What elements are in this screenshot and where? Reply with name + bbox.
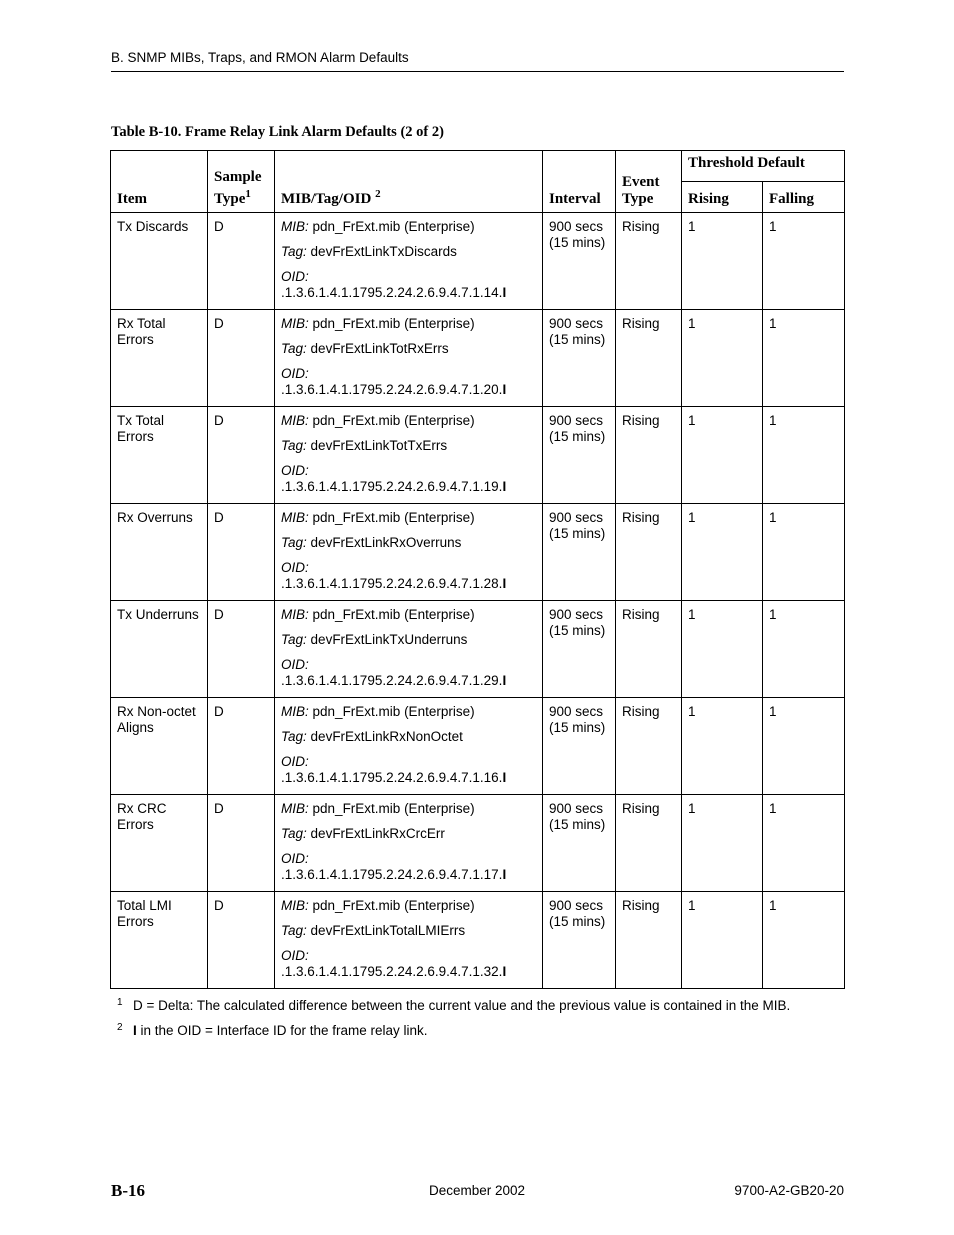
footnote-2-text: in the OID = Interface ID for the frame relay link. xyxy=(136,1023,428,1038)
tag-line xyxy=(281,923,536,939)
cell-falling xyxy=(763,407,845,504)
cell-rising xyxy=(682,795,763,892)
oid-line xyxy=(281,576,536,592)
falling-value: 1 xyxy=(769,413,777,428)
tag-label: Tag: xyxy=(281,729,307,744)
event-type-value: Rising xyxy=(622,704,660,719)
interval-value: 900 secs (15 mins) xyxy=(549,219,606,250)
event-type-value: Rising xyxy=(622,801,660,816)
oid-line xyxy=(281,479,536,495)
oid-label: OID: xyxy=(281,754,309,769)
oid-value: .1.3.6.1.4.1.1795.2.24.2.6.9.4.7.1.32. xyxy=(281,964,503,979)
oid-label: OID: xyxy=(281,948,309,963)
cell-item xyxy=(111,601,208,698)
page-footer xyxy=(111,1181,844,1203)
running-header-title: B. SNMP MIBs, Traps, and RMON Alarm Defaults xyxy=(111,50,409,65)
mib-line xyxy=(281,607,536,623)
mib-line xyxy=(281,413,536,429)
cell-event-type xyxy=(616,698,682,795)
mib-value: pdn_FrExt.mib (Enterprise) xyxy=(312,219,475,234)
footnote-1-mark: 1 xyxy=(117,997,123,1008)
oid-interface-id: I xyxy=(502,673,507,688)
event-type-value: Rising xyxy=(622,413,660,428)
rising-value: 1 xyxy=(688,413,696,428)
tag-line xyxy=(281,341,536,357)
falling-value: 1 xyxy=(769,316,777,331)
cell-sample-type xyxy=(208,310,275,407)
cell-sample-type xyxy=(208,504,275,601)
cell-mib-tag-oid xyxy=(275,601,543,698)
tag-value: devFrExtLinkTotRxErrs xyxy=(310,341,449,356)
oid-line xyxy=(281,770,536,786)
rising-value: 1 xyxy=(688,510,696,525)
sample-type-value: D xyxy=(214,316,224,331)
running-header xyxy=(111,50,844,72)
footnote-1 xyxy=(117,994,844,1014)
oid-interface-id: I xyxy=(502,479,507,494)
table-row xyxy=(111,504,845,601)
column-header-mib-tag-oid xyxy=(275,151,543,213)
interval-value: 900 secs (15 mins) xyxy=(549,704,606,735)
cell-event-type xyxy=(616,892,682,989)
falling-value: 1 xyxy=(769,219,777,234)
cell-rising xyxy=(682,504,763,601)
oid-line xyxy=(281,867,536,883)
cell-mib-tag-oid xyxy=(275,698,543,795)
table-row xyxy=(111,310,845,407)
event-type-value: Rising xyxy=(622,898,660,913)
cell-event-type xyxy=(616,407,682,504)
interval-value: 900 secs (15 mins) xyxy=(549,316,606,347)
falling-value: 1 xyxy=(769,704,777,719)
mib-label: MIB: xyxy=(281,316,309,331)
table-row xyxy=(111,213,845,310)
tag-label: Tag: xyxy=(281,826,307,841)
cell-event-type xyxy=(616,601,682,698)
tag-value: devFrExtLinkTotTxErrs xyxy=(310,438,448,453)
tag-value: devFrExtLinkTxUnderruns xyxy=(310,632,468,647)
oid-interface-id: I xyxy=(502,770,507,785)
cell-falling xyxy=(763,795,845,892)
mib-value: pdn_FrExt.mib (Enterprise) xyxy=(312,898,475,913)
item-name: Tx Discards xyxy=(117,219,189,234)
cell-falling xyxy=(763,698,845,795)
tag-label: Tag: xyxy=(281,438,307,453)
cell-mib-tag-oid xyxy=(275,213,543,310)
cell-rising xyxy=(682,601,763,698)
cell-interval xyxy=(543,407,616,504)
oid-value: .1.3.6.1.4.1.1795.2.24.2.6.9.4.7.1.20. xyxy=(281,382,503,397)
cell-falling xyxy=(763,601,845,698)
cell-interval xyxy=(543,892,616,989)
cell-event-type xyxy=(616,310,682,407)
cell-item xyxy=(111,892,208,989)
cell-item xyxy=(111,795,208,892)
cell-interval xyxy=(543,795,616,892)
tag-label: Tag: xyxy=(281,341,307,356)
footnote-1-text: D = Delta: The calculated difference between the current value and the previous value is contained in the MIB. xyxy=(133,998,791,1013)
oid-label: OID: xyxy=(281,851,309,866)
oid-value: .1.3.6.1.4.1.1795.2.24.2.6.9.4.7.1.17. xyxy=(281,867,503,882)
tag-line xyxy=(281,632,536,648)
cell-mib-tag-oid xyxy=(275,795,543,892)
mib-label: MIB: xyxy=(281,607,309,622)
column-header-rising: Rising xyxy=(682,182,763,213)
cell-event-type xyxy=(616,795,682,892)
cell-falling xyxy=(763,504,845,601)
table-caption: Table B-10. Frame Relay Link Alarm Defaults (2 of 2) xyxy=(111,124,444,140)
cell-interval xyxy=(543,504,616,601)
column-header-item: Item xyxy=(111,151,208,213)
cell-mib-tag-oid xyxy=(275,310,543,407)
sample-type-value: D xyxy=(214,219,224,234)
cell-item xyxy=(111,213,208,310)
cell-sample-type xyxy=(208,601,275,698)
interval-value: 900 secs (15 mins) xyxy=(549,607,606,638)
cell-sample-type xyxy=(208,213,275,310)
item-name: Rx Overruns xyxy=(117,510,193,525)
cell-interval xyxy=(543,310,616,407)
column-header-threshold-default: Threshold Default xyxy=(682,151,845,182)
tag-line xyxy=(281,729,536,745)
cell-item xyxy=(111,504,208,601)
mib-line xyxy=(281,219,536,235)
mib-label: MIB: xyxy=(281,704,309,719)
oid-label: OID: xyxy=(281,269,309,284)
mib-label: MIB: xyxy=(281,801,309,816)
mib-value: pdn_FrExt.mib (Enterprise) xyxy=(312,704,475,719)
sample-type-value: D xyxy=(214,704,224,719)
mib-label: MIB: xyxy=(281,898,309,913)
rising-value: 1 xyxy=(688,607,696,622)
footnote-2-bold: I xyxy=(133,1023,137,1038)
footnotes xyxy=(117,994,844,1044)
tag-value: devFrExtLinkTotalLMIErrs xyxy=(310,923,466,938)
tag-label: Tag: xyxy=(281,923,307,938)
interval-value: 900 secs (15 mins) xyxy=(549,898,606,929)
rising-value: 1 xyxy=(688,704,696,719)
item-name: Tx Underruns xyxy=(117,607,199,622)
rising-value: 1 xyxy=(688,801,696,816)
interval-value: 900 secs (15 mins) xyxy=(549,413,606,444)
sample-type-value: D xyxy=(214,898,224,913)
sample-type-value: D xyxy=(214,607,224,622)
sample-type-value: D xyxy=(214,510,224,525)
event-type-value: Rising xyxy=(622,510,660,525)
rising-value: 1 xyxy=(688,219,696,234)
cell-item xyxy=(111,310,208,407)
mib-line xyxy=(281,898,536,914)
column-header-event-type: Event Type xyxy=(616,151,682,213)
cell-item xyxy=(111,407,208,504)
cell-event-type xyxy=(616,213,682,310)
mib-value: pdn_FrExt.mib (Enterprise) xyxy=(312,607,475,622)
oid-label: OID: xyxy=(281,657,309,672)
oid-value: .1.3.6.1.4.1.1795.2.24.2.6.9.4.7.1.19. xyxy=(281,479,503,494)
mib-tag-oid-label: MIB/Tag/OID xyxy=(281,191,372,207)
cell-sample-type xyxy=(208,698,275,795)
tag-label: Tag: xyxy=(281,632,307,647)
item-name: Rx Total Errors xyxy=(117,316,166,347)
oid-interface-id: I xyxy=(502,285,507,300)
cell-event-type xyxy=(616,504,682,601)
tag-line xyxy=(281,438,536,454)
footnote-ref-1: 1 xyxy=(245,188,251,200)
cell-rising xyxy=(682,213,763,310)
tag-line xyxy=(281,826,536,842)
cell-sample-type xyxy=(208,892,275,989)
oid-value: .1.3.6.1.4.1.1795.2.24.2.6.9.4.7.1.28. xyxy=(281,576,503,591)
cell-falling xyxy=(763,310,845,407)
table-row xyxy=(111,407,845,504)
mib-value: pdn_FrExt.mib (Enterprise) xyxy=(312,510,475,525)
tag-value: devFrExtLinkRxCrcErr xyxy=(310,826,445,841)
oid-label: OID: xyxy=(281,463,309,478)
alarm-defaults-table xyxy=(110,150,845,989)
cell-mib-tag-oid xyxy=(275,407,543,504)
event-type-value: Rising xyxy=(622,607,660,622)
cell-interval xyxy=(543,601,616,698)
footnote-2-mark: 2 xyxy=(117,1022,123,1033)
page-number: B-16 xyxy=(111,1181,145,1200)
oid-line xyxy=(281,673,536,689)
oid-line xyxy=(281,964,536,980)
column-header-falling: Falling xyxy=(763,182,845,213)
event-type-value: Rising xyxy=(622,316,660,331)
cell-mib-tag-oid xyxy=(275,504,543,601)
mib-label: MIB: xyxy=(281,219,309,234)
cell-rising xyxy=(682,892,763,989)
rising-value: 1 xyxy=(688,898,696,913)
mib-line xyxy=(281,316,536,332)
oid-value: .1.3.6.1.4.1.1795.2.24.2.6.9.4.7.1.16. xyxy=(281,770,503,785)
sample-type-value: D xyxy=(214,413,224,428)
tag-line xyxy=(281,535,536,551)
cell-mib-tag-oid xyxy=(275,892,543,989)
cell-rising xyxy=(682,310,763,407)
cell-interval xyxy=(543,698,616,795)
table-row xyxy=(111,698,845,795)
oid-line xyxy=(281,382,536,398)
sample-type-label: Sample Type xyxy=(214,169,262,207)
oid-interface-id: I xyxy=(502,867,507,882)
cell-interval xyxy=(543,213,616,310)
oid-value: .1.3.6.1.4.1.1795.2.24.2.6.9.4.7.1.29. xyxy=(281,673,503,688)
falling-value: 1 xyxy=(769,510,777,525)
table-row xyxy=(111,795,845,892)
footnote-2 xyxy=(117,1019,844,1039)
column-header-sample-type xyxy=(208,151,275,213)
tag-value: devFrExtLinkTxDiscards xyxy=(310,244,457,259)
mib-label: MIB: xyxy=(281,510,309,525)
mib-value: pdn_FrExt.mib (Enterprise) xyxy=(312,413,475,428)
oid-interface-id: I xyxy=(502,964,507,979)
tag-line xyxy=(281,244,536,260)
cell-item xyxy=(111,698,208,795)
table-row xyxy=(111,601,845,698)
interval-value: 900 secs (15 mins) xyxy=(549,510,606,541)
item-name: Tx Total Errors xyxy=(117,413,165,444)
sample-type-value: D xyxy=(214,801,224,816)
table-body xyxy=(111,213,845,989)
footnote-ref-2: 2 xyxy=(375,188,381,200)
item-name: Total LMI Errors xyxy=(117,898,172,929)
column-header-interval: Interval xyxy=(543,151,616,213)
tag-value: devFrExtLinkRxOverruns xyxy=(310,535,462,550)
oid-value: .1.3.6.1.4.1.1795.2.24.2.6.9.4.7.1.14. xyxy=(281,285,503,300)
oid-line xyxy=(281,285,536,301)
mib-line xyxy=(281,704,536,720)
cell-sample-type xyxy=(208,407,275,504)
mib-line xyxy=(281,510,536,526)
tag-label: Tag: xyxy=(281,244,307,259)
mib-label: MIB: xyxy=(281,413,309,428)
item-name: Rx Non-octet Aligns xyxy=(117,704,196,735)
cell-rising xyxy=(682,407,763,504)
table-row xyxy=(111,892,845,989)
footer-date: December 2002 xyxy=(429,1183,526,1198)
falling-value: 1 xyxy=(769,607,777,622)
document-number: 9700-A2-GB20-20 xyxy=(734,1183,844,1198)
oid-interface-id: I xyxy=(502,576,507,591)
event-type-value: Rising xyxy=(622,219,660,234)
item-name: Rx CRC Errors xyxy=(117,801,167,832)
oid-label: OID: xyxy=(281,366,309,381)
mib-line xyxy=(281,801,536,817)
falling-value: 1 xyxy=(769,801,777,816)
mib-value: pdn_FrExt.mib (Enterprise) xyxy=(312,316,475,331)
tag-label: Tag: xyxy=(281,535,307,550)
oid-interface-id: I xyxy=(502,382,507,397)
tag-value: devFrExtLinkRxNonOctet xyxy=(310,729,463,744)
cell-rising xyxy=(682,698,763,795)
cell-falling xyxy=(763,213,845,310)
oid-label: OID: xyxy=(281,560,309,575)
cell-falling xyxy=(763,892,845,989)
cell-sample-type xyxy=(208,795,275,892)
interval-value: 900 secs (15 mins) xyxy=(549,801,606,832)
falling-value: 1 xyxy=(769,898,777,913)
mib-value: pdn_FrExt.mib (Enterprise) xyxy=(312,801,475,816)
rising-value: 1 xyxy=(688,316,696,331)
